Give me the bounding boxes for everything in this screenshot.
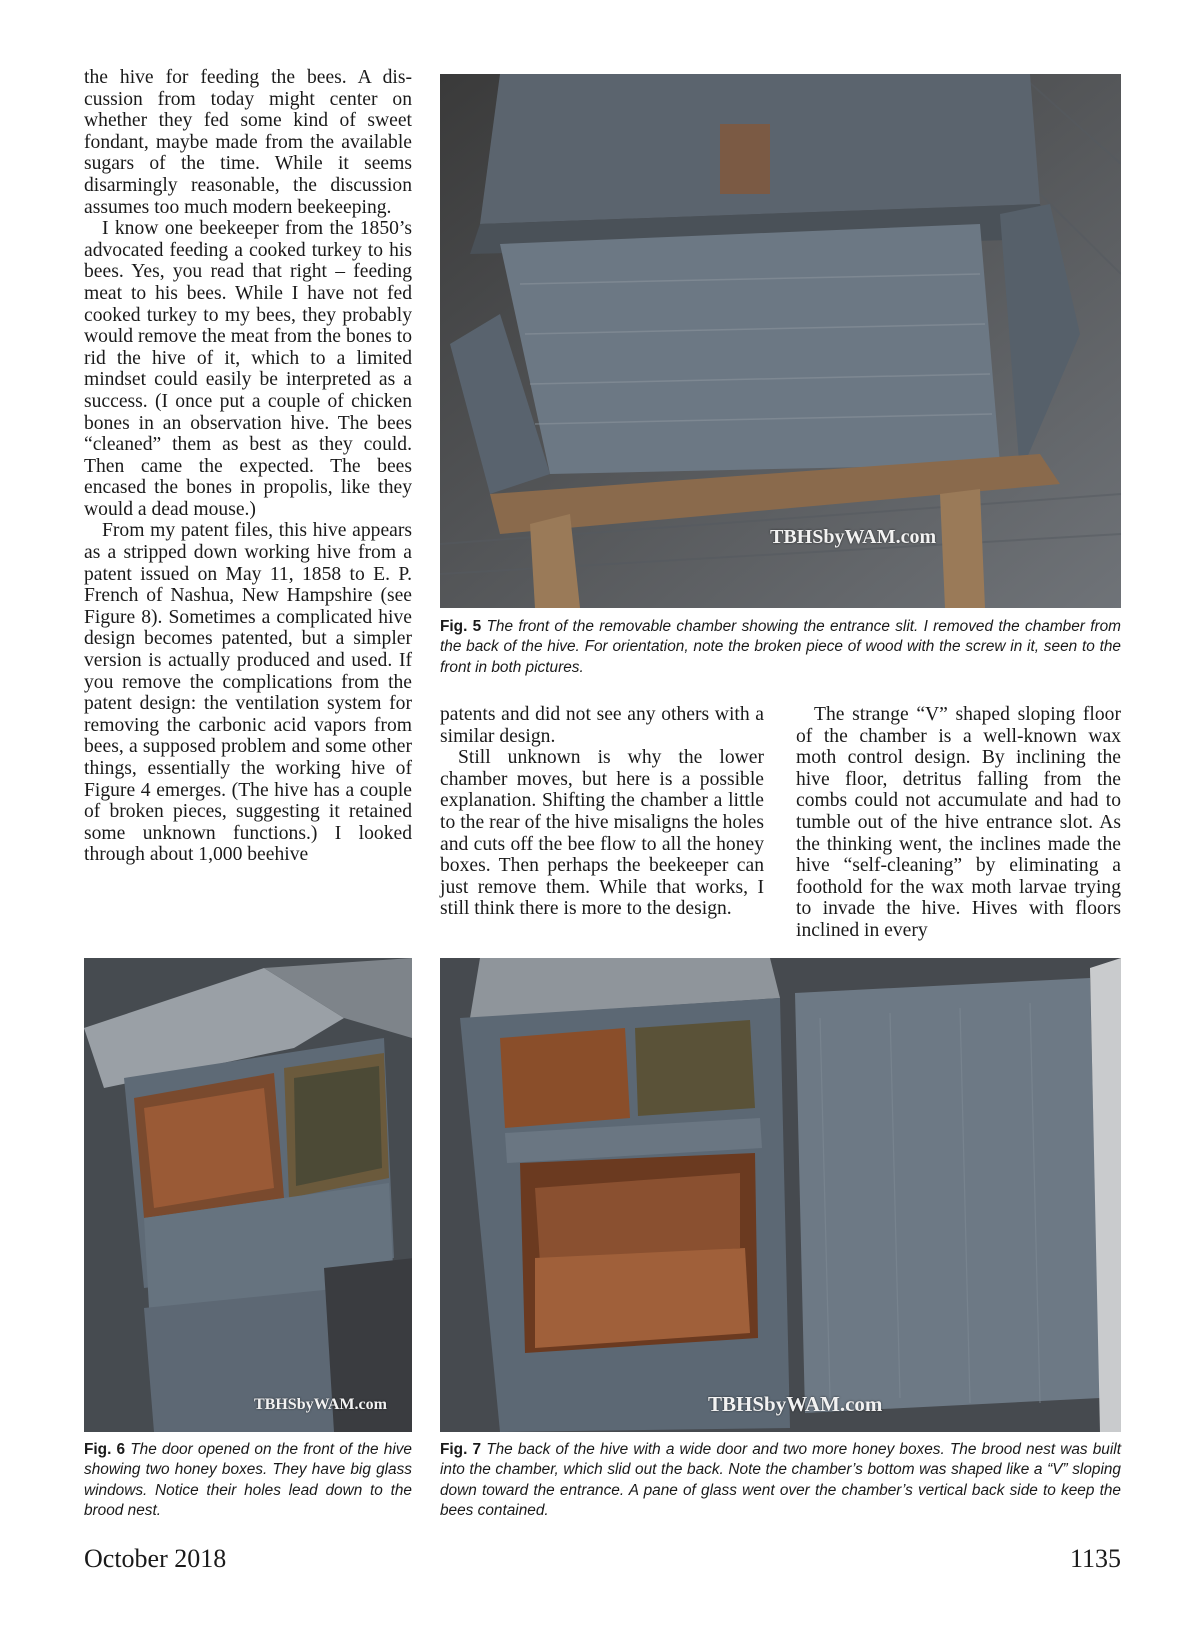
fig7-label: Fig. 7 <box>440 1441 482 1458</box>
fig5-caption-text: The front of the removable chamber showing the entrance slit. I removed the chamber from the back of the hive. For orientation, note the broken piece of wood with the screw in it, seen to the front in both pictures. <box>440 618 1121 676</box>
paragraph: Still unknown is why the lower chamber moves, but here is a possible explanation. Shifting the chamber a little to the rear of the hive misaligns the holes and cuts off the bee flow to all the honey boxes. Then perhaps the beekeeper can just remove them. While that works, I still think there is more to the design. <box>440 747 764 920</box>
photo-watermark: TBHSbyWAM.com <box>708 1392 883 1416</box>
fig6-label: Fig. 6 <box>84 1441 126 1458</box>
body-column-right <box>796 704 1121 942</box>
fig6-caption-text: The door opened on the front of the hive showing two honey boxes. They have big glass windows. Notice their holes lead down to the brood nest. <box>84 1441 412 1520</box>
footer-issue-date: October 2018 <box>84 1544 227 1573</box>
fig5-photo <box>440 74 1121 608</box>
footer-page-number: 1135 <box>1069 1544 1121 1573</box>
photo-watermark: TBHSbyWAM.com <box>254 1396 387 1413</box>
paragraph: The strange “V” shaped sloping floor of the chamber is a well-known wax moth control design. By inclining the hive floor, detritus falling from the combs could not accumulate and had to tumble out of the hive entrance slot. As the thinking went, the inclines made the hive “self-cleaning” by eliminating a foothold for the wax moth larvae trying to invade the hive. Hives with floors inclined in every <box>796 704 1121 941</box>
fig5-label: Fig. 5 <box>440 618 482 635</box>
paragraph: the hive for feeding the bees. A discussion from today might center on whether they fed some kind of sweet fondant, maybe made from the available sugars of the time. While it seems disarmingly reasonable, the discussion assumes too much modern beekeeping. <box>84 67 412 218</box>
paragraph: patents and did not see any others with a similar design. <box>440 704 764 747</box>
paragraph: From my patent files, this hive appears as a stripped down working hive from a patent issued on May 11, 1858 to E. P. French of Nashua, New Hampshire (see Figure 8). Sometimes a complicated hive design becomes patented, but a simpler version is actually produced and used. If you remove the complications from the patent design: the ventilation system for removing the carbonic acid vapors from bees, a supposed problem and some other things, essentially the working hive of Figure 4 emerges. (The hive has a couple of broken pieces, suggesting it retained some unknown functions.) I looked through about 1,000 beehive <box>84 520 412 866</box>
fig7-caption <box>440 1440 1121 1522</box>
fig6-photo <box>84 958 412 1432</box>
fig7-caption-text: The back of the hive with a wide door and two more honey boxes. The brood nest was built into the chamber, which slid out the back. Note the chamber’s bottom was shaped like a “V” sloping down toward the entrance. A pane of glass went over the chamber’s vertical back side to keep the bees contained. <box>440 1441 1121 1520</box>
fig5-caption <box>440 617 1121 678</box>
body-column-middle <box>440 704 764 920</box>
photo-watermark: TBHSbyWAM.com <box>770 526 937 548</box>
fig7-photo <box>440 958 1121 1432</box>
paragraph: I know one beekeeper from the 1850’s advocated feeding a cooked turkey to his bees. Yes, you read that right – feeding meat to his bees. While I have not fed cooked turkey to my bees, they probably would remove the meat from the bones to rid the hive of it, which to a limited mindset could easily be interpreted as a success. (I once put a couple of chicken bones in an observation hive. The bees “cleaned” them as best as they could. Then came the expected. The bees encased the bones in propolis, like they would a dead mouse.) <box>84 218 412 520</box>
fig6-caption <box>84 1440 412 1522</box>
body-column-left <box>84 67 412 866</box>
